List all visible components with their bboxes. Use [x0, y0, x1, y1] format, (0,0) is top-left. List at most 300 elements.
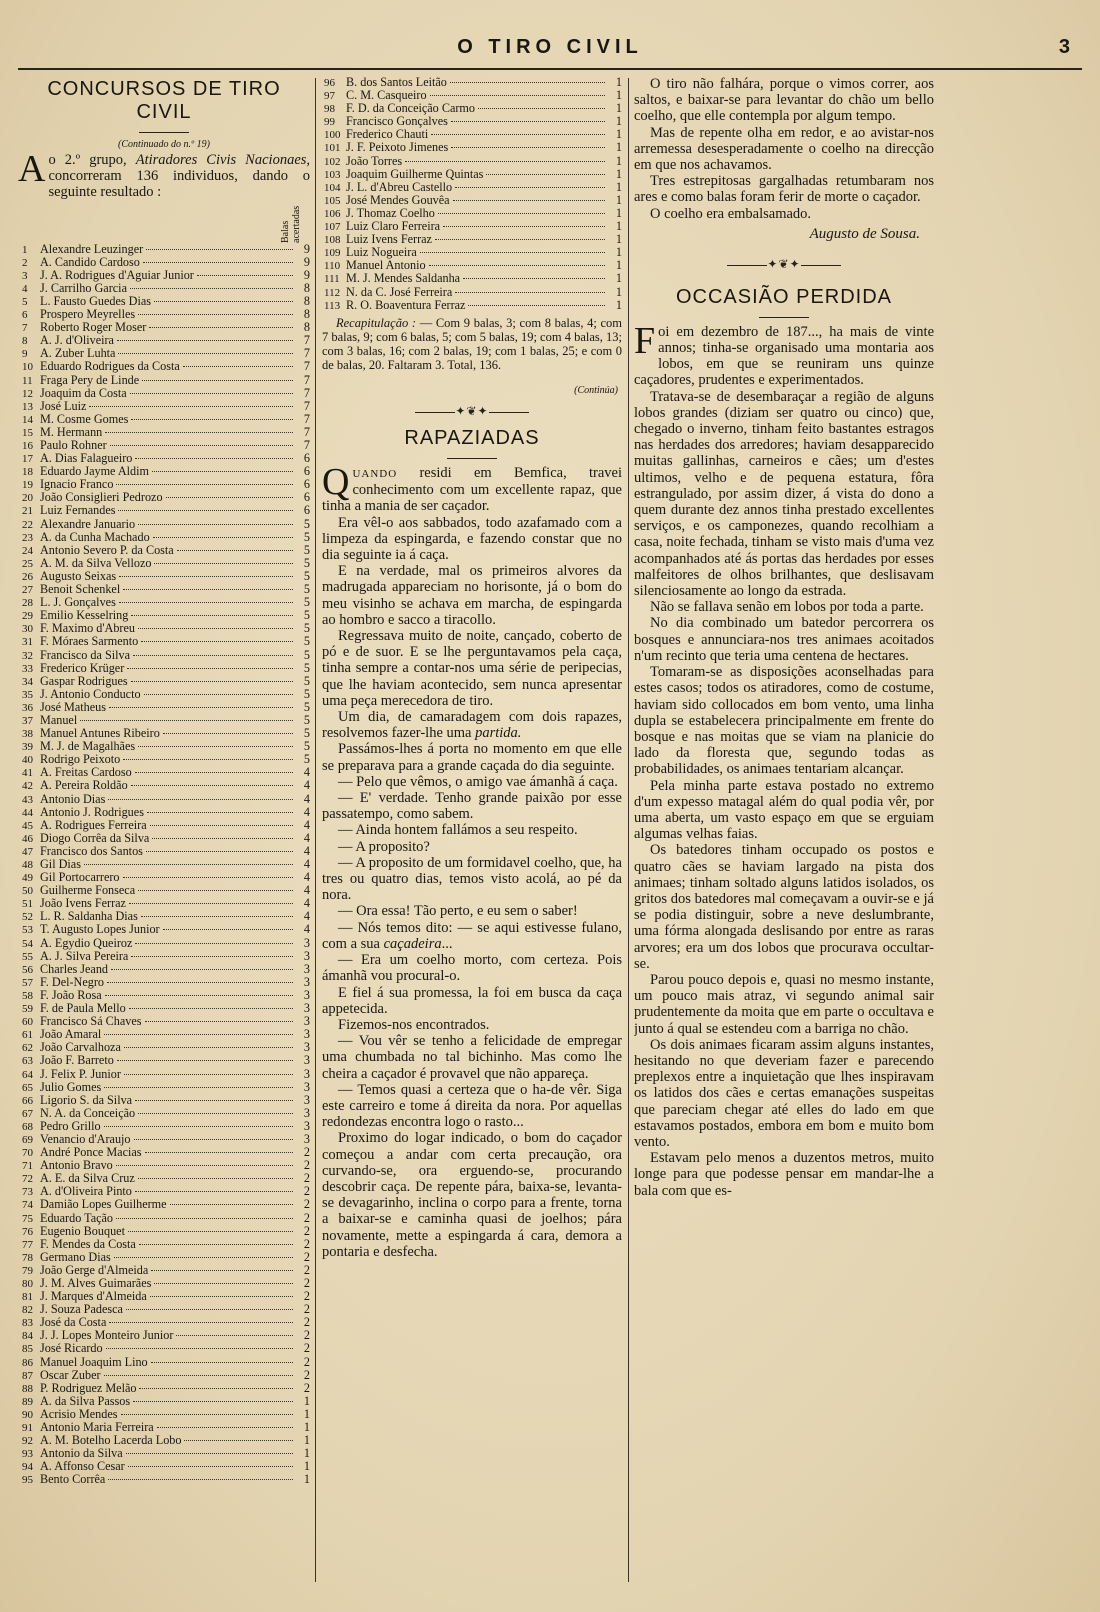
- entry-score: 1: [615, 205, 622, 220]
- entry-score: 1: [615, 192, 622, 207]
- masthead: O TIRO CIVIL: [457, 36, 643, 58]
- entry-score: 3: [303, 1092, 310, 1107]
- entry-number: 109: [324, 247, 341, 260]
- leader-dots: [128, 1466, 293, 1467]
- entry-name: J. M. Alves Guimarães: [40, 1276, 152, 1291]
- entry-score: 5: [303, 529, 310, 544]
- entry-score: 7: [303, 398, 310, 413]
- entry-score: 4: [303, 830, 310, 845]
- paragraph: Os batedores tinham occupado os postos e quatro cães se haviam largado na pista dos animaes; tinham soltado alguns latidos isolados, os gritos dos batedores mal começavam a ouvir-se e já se podia distinguir, sobre a neve deslumbrante, uma fórma alongada deslisando por entre as raras arvores; era um dos lobos que procurava occultar-se.: [634, 842, 934, 972]
- leader-dots: [119, 602, 293, 603]
- leader-dots: [152, 838, 293, 839]
- entry-name: Francisco Gonçalves: [346, 114, 448, 129]
- entry-number: 103: [324, 168, 341, 181]
- entry-name: A. da Cunha Machado: [40, 529, 150, 544]
- leader-dots: [109, 707, 293, 708]
- entry-name: Francisco da Silva: [40, 647, 131, 662]
- leader-dots: [463, 278, 605, 279]
- entry-name: J. Felix P. Junior: [40, 1066, 121, 1081]
- entry-score: 8: [303, 280, 310, 295]
- entry-name: José Mendes Gouvêa: [346, 192, 450, 207]
- leader-dots: [154, 301, 293, 302]
- entry-score: 1: [615, 88, 622, 103]
- entry-score: 7: [303, 372, 310, 387]
- title-rule: [759, 317, 809, 318]
- entry-name: Roberto Roger Moser: [40, 320, 147, 335]
- entry-number: 93: [22, 1448, 33, 1461]
- entry-number: 53: [22, 924, 33, 937]
- leader-dots: [139, 1388, 293, 1389]
- leader-dots: [111, 969, 293, 970]
- leader-dots: [141, 641, 293, 642]
- entry-score: 7: [303, 333, 310, 348]
- entry-name: A. E. da Silva Cruz: [40, 1171, 135, 1186]
- entry-name: J. Thomaz Coelho: [346, 205, 435, 220]
- entry-name: M. J. de Magalhães: [40, 739, 136, 754]
- entry-number: 102: [324, 155, 341, 168]
- entry-name: Antonio da Silva: [40, 1446, 123, 1461]
- leader-dots: [133, 655, 293, 656]
- entry-number: 86: [22, 1356, 33, 1369]
- entry-score: 3: [303, 1079, 310, 1094]
- entry-score: 5: [303, 555, 310, 570]
- entry-name: A. Dias Falagueiro: [40, 451, 133, 466]
- entry-number: 18: [22, 466, 33, 479]
- concursos-title: CONCURSOS DE TIRO CIVIL: [47, 78, 281, 123]
- entry-score: 2: [303, 1249, 310, 1264]
- entry-number: 63: [22, 1055, 33, 1068]
- entry-number: 16: [22, 440, 33, 453]
- entry-number: 25: [22, 557, 33, 570]
- entry-number: 55: [22, 950, 33, 963]
- entry-number: 88: [22, 1382, 33, 1395]
- entry-name: Ignacio Franco: [40, 477, 114, 492]
- leader-dots: [135, 1191, 293, 1192]
- leader-dots: [134, 1139, 293, 1140]
- entry-number: 27: [22, 584, 33, 597]
- entry-name: Benoit Schenkel: [40, 582, 121, 597]
- entry-score: 6: [303, 464, 310, 479]
- entry-name: A. Zuber Luhta: [40, 346, 116, 361]
- paragraph: — E' verdade. Tenho grande paixão por esse passatempo, como sabem.: [322, 790, 622, 823]
- entry-name: Gil Portocarrero: [40, 870, 120, 885]
- entry-name: José Luiz: [40, 398, 87, 413]
- leader-dots: [443, 226, 605, 227]
- entry-number: 67: [22, 1107, 33, 1120]
- leader-dots: [145, 1152, 293, 1153]
- entry-name: J. Souza Padesca: [40, 1302, 123, 1317]
- leader-dots: [453, 200, 605, 201]
- leader-dots: [108, 1479, 293, 1480]
- entry-score: 2: [303, 1158, 310, 1173]
- leader-dots: [117, 340, 293, 341]
- entry-number: 50: [22, 885, 33, 898]
- entry-score: 5: [303, 739, 310, 754]
- paragraph: Foi em dezembro de 187..., ha mais de vinte annos; tinha-se organisado uma montaria aos lobos, em que se reuniram uns quinze caçadores, prudentes e experimentados.: [634, 319, 934, 389]
- entry-score: 4: [303, 817, 310, 832]
- leader-dots: [143, 262, 293, 263]
- entry-number: 87: [22, 1369, 33, 1382]
- paragraph: Tratava-se de desembaraçar a região de alguns lobos grandes (diziam ser quatro ou cinco) que, chegado o inverno, tinham feito bastantes estragos nas herdades dos arredores; haviam desapparecido muitas gallinhas, carneiros e cães; um d'estes ultimos, velho e de pequena estatura, fôra estrangulado, por assim dizer, á vista do dono a quem durante dez annos tinha prestado excellentes serviços, e os camponezes, quando recolhiam a casa, noite fechada, tinham se visto mais d'uma vez acompanhados até ás portas das herdades por esses malfeitores de olhos brilhantes, que deslisavam silenciosamente ao longo da estrada.: [634, 388, 934, 600]
- entry-name: Damião Lopes Guilherme: [40, 1197, 167, 1212]
- leader-dots: [124, 1047, 293, 1048]
- list-item: [18, 1356, 310, 1369]
- entry-number: 94: [22, 1461, 33, 1474]
- entry-number: 105: [324, 194, 341, 207]
- entry-number: 10: [22, 361, 33, 374]
- entry-score: 5: [303, 699, 310, 714]
- entry-name: Augusto Seixas: [40, 568, 117, 583]
- leader-dots: [131, 785, 293, 786]
- list-item: [322, 141, 622, 154]
- entry-number: 42: [22, 780, 33, 793]
- entry-score: 1: [615, 166, 622, 181]
- entry-name: Antonio Bravo: [40, 1158, 113, 1173]
- entry-number: 65: [22, 1081, 33, 1094]
- paragraph: — Era um coelho morto, com certeza. Pois ámanhã vou procural-o.: [322, 952, 622, 985]
- entry-name: Luiz Ivens Ferraz: [346, 232, 432, 247]
- list-item: [18, 923, 310, 936]
- entry-name: José da Costa: [40, 1315, 107, 1330]
- entry-number: 17: [22, 453, 33, 466]
- entry-name: Fraga Pery de Linde: [40, 372, 140, 387]
- list-item: [18, 1094, 310, 1107]
- list-item: [18, 413, 310, 426]
- drop-cap: F: [634, 319, 656, 362]
- entry-number: 11: [22, 374, 33, 387]
- entry-number: 33: [22, 662, 33, 675]
- entry-name: José Ricardo: [40, 1341, 103, 1356]
- entry-name: Alexandre Leuzinger: [40, 241, 144, 256]
- entry-name: A. M. da Silva Vellozo: [40, 555, 152, 570]
- entry-name: A. M. Botelho Lacerda Lobo: [40, 1433, 182, 1448]
- entry-score: 3: [303, 1105, 310, 1120]
- paragraph: Mas de repente olha em redor, e ao avistar-nos arremessa desesperadamente o coelho na direcção em que nos achavamos.: [634, 124, 934, 174]
- entry-score: 2: [303, 1367, 310, 1382]
- entry-score: 2: [303, 1236, 310, 1251]
- leader-dots: [146, 249, 293, 250]
- list-item: [18, 557, 310, 570]
- column-1: [18, 76, 310, 1592]
- occasiao-title: OCCASIÃO PERDIDA: [675, 285, 893, 308]
- entry-number: 96: [324, 77, 335, 89]
- entry-number: 32: [22, 649, 33, 662]
- entry-score: 2: [303, 1145, 310, 1160]
- entry-number: 70: [22, 1147, 33, 1160]
- entry-score: 7: [303, 438, 310, 453]
- leader-dots: [420, 252, 605, 253]
- entry-score: 4: [303, 765, 310, 780]
- entry-score: 9: [303, 254, 310, 269]
- entry-number: 46: [22, 832, 33, 845]
- rapaziadas-title: RAPAZIADAS: [404, 427, 540, 449]
- entry-number: 52: [22, 911, 33, 924]
- entry-name: M. Cosme Gomes: [40, 411, 129, 426]
- list-item: [18, 1395, 310, 1408]
- leader-dots: [138, 628, 293, 629]
- page-number: 3: [1058, 36, 1070, 58]
- entry-score: 1: [615, 127, 622, 142]
- entry-number: 35: [22, 688, 33, 701]
- entry-number: 80: [22, 1278, 33, 1291]
- entry-number: 7: [22, 322, 28, 335]
- leader-dots: [131, 956, 293, 957]
- leader-dots: [435, 239, 605, 240]
- entry-name: B. dos Santos Leitão: [346, 76, 447, 89]
- leader-dots: [429, 265, 605, 266]
- entry-number: 13: [22, 400, 33, 413]
- drop-cap: Q: [322, 461, 350, 503]
- leader-dots: [121, 1414, 293, 1415]
- entry-number: 45: [22, 819, 33, 832]
- entry-score: 1: [303, 1472, 310, 1487]
- entry-score: 3: [303, 935, 310, 950]
- entry-number: 14: [22, 413, 33, 426]
- entry-name: João Consiglieri Pedrozo: [40, 490, 163, 505]
- title-rule: [139, 132, 189, 133]
- leader-dots: [114, 1257, 293, 1258]
- leader-dots: [104, 1375, 293, 1376]
- entry-number: 51: [22, 898, 33, 911]
- entry-name: Pedro Grillo: [40, 1118, 101, 1133]
- entry-number: 82: [22, 1304, 33, 1317]
- list-item: [18, 1369, 310, 1382]
- entry-name: F. de Paula Mello: [40, 1001, 126, 1016]
- entry-score: 5: [303, 595, 310, 610]
- leader-dots: [135, 1100, 293, 1101]
- entry-number: 106: [324, 207, 341, 220]
- entry-score: 2: [303, 1341, 310, 1356]
- entry-name: Antonio Maria Ferreira: [40, 1420, 154, 1435]
- entry-name: R. O. Boaventura Ferraz: [346, 297, 466, 312]
- column-3: [634, 76, 934, 1592]
- entry-score: 6: [303, 451, 310, 466]
- entry-score: 7: [303, 359, 310, 374]
- entry-number: 3: [22, 269, 28, 282]
- leader-dots: [105, 432, 293, 433]
- leader-dots: [107, 982, 293, 983]
- entry-number: 5: [22, 295, 28, 308]
- entry-number: 99: [324, 116, 335, 129]
- entry-score: 1: [615, 271, 622, 286]
- leader-dots: [455, 187, 605, 188]
- entry-name: José Matheus: [40, 699, 107, 714]
- leader-dots: [144, 694, 293, 695]
- paragraph: — A proposito de um formidavel coelho, que, ha tres ou quatro dias, temos visto acolá, ao pé da nora.: [322, 854, 622, 904]
- entry-number: 92: [22, 1435, 33, 1448]
- list-item: [18, 1054, 310, 1067]
- entry-name: F. Del-Negro: [40, 974, 105, 989]
- entry-number: 112: [324, 286, 341, 299]
- entry-number: 76: [22, 1225, 33, 1238]
- entry-name: J. L. d'Abreu Castello: [346, 179, 453, 194]
- entry-name: A. d'Oliveira Pinto: [40, 1184, 132, 1199]
- paragraph: — Ainda hontem fallámos a seu respeito.: [338, 822, 578, 839]
- list-item: [18, 504, 310, 517]
- leader-dots: [152, 471, 293, 472]
- leader-dots: [197, 275, 293, 276]
- balas-header: [18, 201, 310, 243]
- entry-score: 5: [303, 647, 310, 662]
- list-item: [18, 531, 310, 544]
- list-item: [18, 950, 310, 963]
- list-item: [18, 832, 310, 845]
- entry-score: 3: [303, 1027, 310, 1042]
- entry-name: T. Augusto Lopes Junior: [40, 922, 160, 937]
- entry-number: 77: [22, 1238, 33, 1251]
- entry-number: 36: [22, 701, 33, 714]
- paragraph: E fiel á sua promessa, la foi em busca da caça appetecida.: [322, 984, 622, 1017]
- entry-score: 9: [303, 241, 310, 256]
- leader-dots: [123, 759, 293, 760]
- list-item: [18, 269, 310, 282]
- entry-number: 75: [22, 1212, 33, 1225]
- paragraph: Tomaram-se as disposições aconselhadas para estes casos; todos os atiradores, como de costume, haviam sido collocados em bom vento, uma linha dupla se estabelecera principalmente em frente do bosque e nas moitas que se viam na planicie do lado da floresta que, segundo todas as probabilidades, os animaes tentariam alcançar.: [634, 664, 934, 778]
- entry-number: 107: [324, 221, 341, 234]
- list-item: [18, 649, 310, 662]
- leader-dots: [138, 1178, 293, 1179]
- entry-name: João F. Barreto: [40, 1053, 114, 1068]
- leader-dots: [116, 484, 293, 485]
- entry-number: 43: [22, 793, 33, 806]
- entry-name: M. Hermann: [40, 424, 103, 439]
- list-item: [18, 544, 310, 557]
- entry-number: 72: [22, 1173, 33, 1186]
- entry-number: 83: [22, 1317, 33, 1330]
- list-item: [18, 793, 310, 806]
- leader-dots: [135, 943, 293, 944]
- list-item: [18, 937, 310, 950]
- list-item: [18, 1198, 310, 1211]
- entry-name: Luiz Claro Ferreira: [346, 219, 441, 234]
- entry-number: 20: [22, 492, 33, 505]
- column-divider: [315, 78, 316, 1582]
- leader-dots: [183, 366, 293, 367]
- entry-name: A. J. Silva Pereira: [40, 948, 129, 963]
- leader-dots: [184, 1440, 293, 1441]
- title-rule: [447, 458, 497, 459]
- leader-dots: [150, 825, 293, 826]
- leader-dots: [153, 537, 293, 538]
- paragraph: — Ora essa! Tão perto, e eu sem o saber!: [338, 903, 578, 920]
- entry-score: 2: [303, 1262, 310, 1277]
- leader-dots: [129, 1008, 293, 1009]
- paragraph: Tres estrepitosas gargalhadas retumbaram nos ares e como balas foram ferir de morte o caçador.: [634, 173, 934, 206]
- paragraph: — Vou vêr se tenho a felicidade de empregar uma chumbada no tal bichinho. Mas como lhe cheira a caçador é provavel que não appareça.: [322, 1033, 622, 1082]
- list-item: [18, 635, 310, 648]
- leader-dots: [131, 681, 293, 682]
- entry-name: F. Mendes da Costa: [40, 1236, 136, 1251]
- entry-number: 89: [22, 1395, 33, 1408]
- entry-name: Luiz Fernandes: [40, 503, 116, 518]
- entry-name: L. Fausto Guedes Dias: [40, 293, 152, 308]
- list-item: [18, 806, 310, 819]
- entry-number: 44: [22, 806, 33, 819]
- entry-name: A. Affonso Cesar: [40, 1459, 125, 1474]
- entry-score: 4: [303, 883, 310, 898]
- list-item: [322, 272, 622, 285]
- entry-name: Manuel Antunes Ribeiro: [40, 726, 160, 741]
- leader-dots: [145, 1021, 293, 1022]
- entry-score: 3: [303, 961, 310, 976]
- entry-number: 85: [22, 1343, 33, 1356]
- entry-score: 6: [303, 477, 310, 492]
- paragraph: Não se fallava senão em lobos por toda a parte.: [650, 599, 924, 616]
- entry-score: 3: [303, 1040, 310, 1055]
- entry-number: 69: [22, 1133, 33, 1146]
- entry-score: 3: [303, 1053, 310, 1068]
- entry-name: A. Candido Cardoso: [40, 254, 140, 269]
- paragraph: Passámos-lhes á porta no momento em que elle se preparava para a grande caçada do dia seguinte.: [322, 741, 622, 774]
- entry-name: Eduardo Tação: [40, 1210, 114, 1225]
- list-item: [18, 1382, 310, 1395]
- entry-name: João Amaral: [40, 1027, 102, 1042]
- leader-dots: [138, 890, 293, 891]
- entry-score: 1: [615, 140, 622, 155]
- entry-score: 4: [303, 896, 310, 911]
- list-item: [18, 387, 310, 400]
- leader-dots: [430, 95, 605, 96]
- leader-dots: [157, 1427, 293, 1428]
- entry-name: João Torres: [346, 153, 403, 168]
- entry-score: 3: [303, 1118, 310, 1133]
- entry-score: 4: [303, 804, 310, 819]
- entry-score: 2: [303, 1276, 310, 1291]
- list-item: [18, 1225, 310, 1238]
- leader-dots: [451, 147, 605, 148]
- entry-score: 2: [303, 1354, 310, 1369]
- entry-name: Gil Dias: [40, 857, 81, 872]
- list-item: [18, 256, 310, 269]
- list-item: [18, 1081, 310, 1094]
- leader-dots: [130, 393, 293, 394]
- entry-name: João Carvalhoza: [40, 1040, 121, 1055]
- list-item: [18, 1107, 310, 1120]
- entry-name: J. J. Lopes Monteiro Junior: [40, 1328, 174, 1343]
- entry-number: 22: [22, 518, 33, 531]
- entry-name: C. M. Casqueiro: [346, 88, 427, 103]
- entry-number: 6: [22, 309, 28, 322]
- list-item: [18, 400, 310, 413]
- entry-score: 2: [303, 1184, 310, 1199]
- leader-dots: [138, 746, 293, 747]
- entry-number: 54: [22, 937, 33, 950]
- entry-name: M. J. Mendes Saldanha: [346, 271, 461, 286]
- paragraph: O tiro não falhára, porque o vimos correr, aos saltos, e baixar-se para levantar do chão um bello coelho, que elle contempla por algum tempo.: [634, 76, 934, 125]
- entry-number: 110: [324, 260, 341, 273]
- leader-dots: [109, 1322, 293, 1323]
- entry-name: João Gerge d'Almeida: [40, 1262, 149, 1277]
- entry-score: 5: [303, 542, 310, 557]
- entry-number: 30: [22, 623, 33, 636]
- leader-dots: [131, 615, 293, 616]
- leader-dots: [147, 812, 293, 813]
- entry-score: 4: [303, 909, 310, 924]
- entry-score: 3: [303, 1014, 310, 1029]
- paragraph: Pela minha parte estava postado no extremo d'um expesso matagal além do qual podia vêr, por uma aberta, um vasto espaço em que se erguiam algumas velhas faias.: [634, 777, 934, 843]
- entry-score: 6: [303, 490, 310, 505]
- leader-dots: [468, 305, 605, 306]
- entry-score: 4: [303, 778, 310, 793]
- entry-score: 5: [303, 686, 310, 701]
- entry-name: N. A. da Conceição: [40, 1105, 136, 1120]
- entry-score: 2: [303, 1380, 310, 1395]
- paragraph: Um dia, de camaradagem com dois rapazes, resolvemos fazer-lhe uma partida.: [322, 709, 622, 742]
- entry-number: 104: [324, 181, 341, 194]
- entry-score: 1: [303, 1459, 310, 1474]
- entry-number: 29: [22, 610, 33, 623]
- leader-dots: [138, 1113, 293, 1114]
